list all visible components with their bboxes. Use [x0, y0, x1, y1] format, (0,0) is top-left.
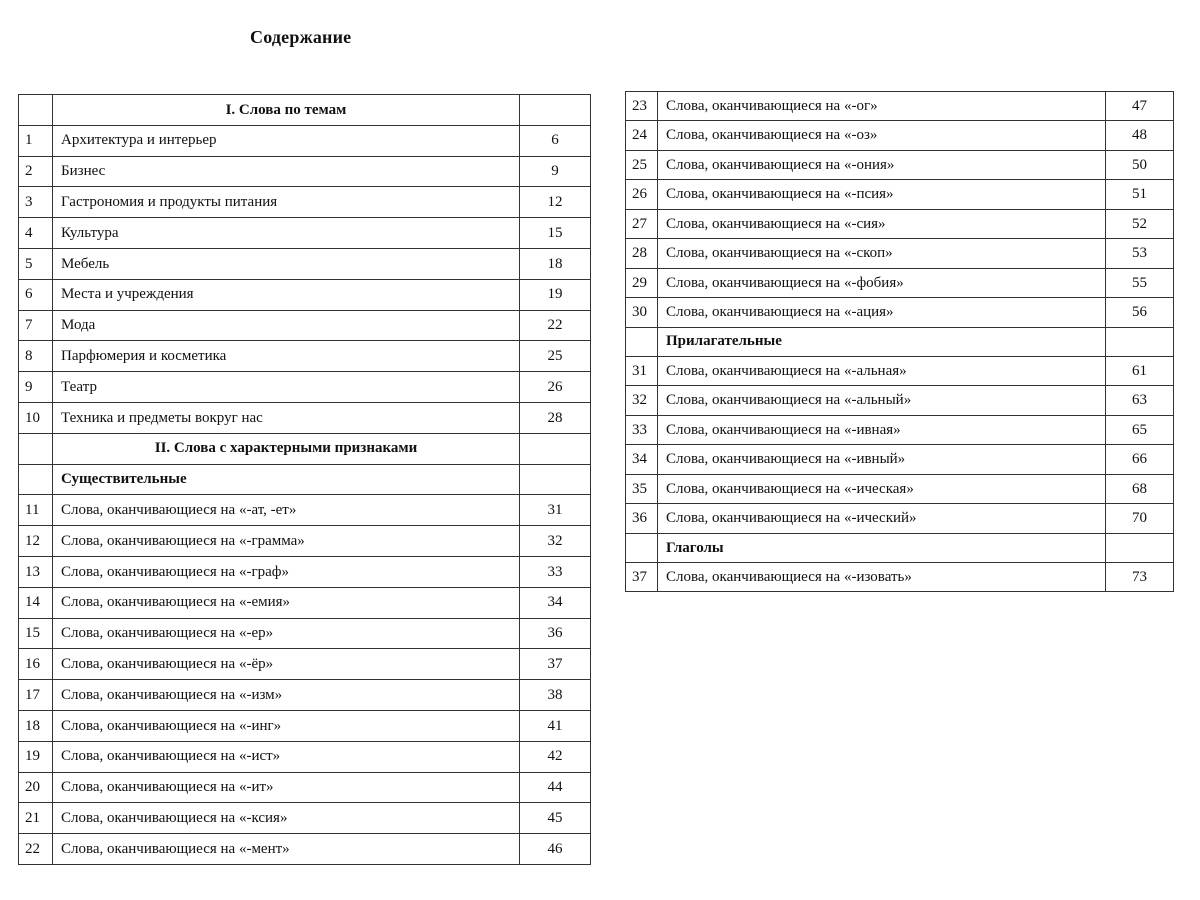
entry-number: 24 — [626, 121, 658, 150]
entry-title: Слова, оканчивающиеся на «-ония» — [658, 150, 1106, 179]
entry-number: 10 — [19, 402, 53, 433]
entry-page: 55 — [1106, 268, 1174, 297]
entry-number: 9 — [19, 372, 53, 403]
entry-title: Слова, оканчивающиеся на «-граф» — [53, 556, 520, 587]
toc-entry — [19, 618, 591, 649]
toc-body-right — [626, 92, 1174, 592]
entry-title: Мода — [53, 310, 520, 341]
toc-entry — [626, 92, 1174, 121]
empty-cell — [19, 433, 53, 464]
entry-title: Слова, оканчивающиеся на «-ический» — [658, 504, 1106, 533]
entry-page: 42 — [520, 741, 591, 772]
subsection-heading: Существительные — [53, 464, 520, 495]
entry-number: 6 — [19, 279, 53, 310]
entry-title: Слова, оканчивающиеся на «-изовать» — [658, 563, 1106, 592]
entry-title: Техника и предметы вокруг нас — [53, 402, 520, 433]
toc-entry — [19, 125, 591, 156]
section-heading: I. Слова по темам — [53, 95, 520, 126]
entry-number: 23 — [626, 92, 658, 121]
entry-number: 1 — [19, 125, 53, 156]
entry-number: 14 — [19, 587, 53, 618]
entry-title: Гастрономия и продукты питания — [53, 187, 520, 218]
entry-number: 2 — [19, 156, 53, 187]
entry-title: Слова, оканчивающиеся на «-псия» — [658, 180, 1106, 209]
entry-title: Слова, оканчивающиеся на «-альная» — [658, 356, 1106, 385]
entry-number: 3 — [19, 187, 53, 218]
section-heading: II. Слова с характерными признаками — [53, 433, 520, 464]
entry-number: 32 — [626, 386, 658, 415]
entry-title: Слова, оканчивающиеся на «-сия» — [658, 209, 1106, 238]
toc-entry — [626, 386, 1174, 415]
entry-number: 33 — [626, 415, 658, 444]
toc-entry — [626, 504, 1174, 533]
entry-page: 37 — [520, 649, 591, 680]
entry-number: 13 — [19, 556, 53, 587]
entry-page: 6 — [520, 125, 591, 156]
empty-cell — [520, 464, 591, 495]
entry-title: Слова, оканчивающиеся на «-ист» — [53, 741, 520, 772]
entry-title: Слова, оканчивающиеся на «-грамма» — [53, 526, 520, 557]
toc-entry — [19, 556, 591, 587]
entry-page: 68 — [1106, 474, 1174, 503]
entry-title: Слова, оканчивающиеся на «-ер» — [53, 618, 520, 649]
toc-entry — [19, 187, 591, 218]
empty-cell — [520, 95, 591, 126]
entry-number: 8 — [19, 341, 53, 372]
toc-entry — [19, 803, 591, 834]
entry-title: Слова, оканчивающиеся на «-ическая» — [658, 474, 1106, 503]
entry-number: 12 — [19, 526, 53, 557]
entry-title: Слова, оканчивающиеся на «-ация» — [658, 298, 1106, 327]
entry-page: 18 — [520, 248, 591, 279]
entry-page: 50 — [1106, 150, 1174, 179]
toc-subsection-row — [19, 464, 591, 495]
toc-entry — [626, 180, 1174, 209]
toc-entry — [19, 772, 591, 803]
empty-cell — [626, 327, 658, 356]
entry-number: 37 — [626, 563, 658, 592]
subsection-heading: Глаголы — [658, 533, 1106, 562]
toc-table-right — [625, 91, 1174, 592]
toc-entry — [626, 415, 1174, 444]
entry-page: 70 — [1106, 504, 1174, 533]
toc-table-left — [18, 94, 591, 865]
toc-entry — [19, 680, 591, 711]
entry-number: 28 — [626, 239, 658, 268]
entry-page: 47 — [1106, 92, 1174, 121]
entry-title: Слова, оканчивающиеся на «-оз» — [658, 121, 1106, 150]
entry-page: 28 — [520, 402, 591, 433]
entry-page: 25 — [520, 341, 591, 372]
toc-entry — [19, 372, 591, 403]
toc-entry — [19, 587, 591, 618]
entry-page: 34 — [520, 587, 591, 618]
entry-page: 63 — [1106, 386, 1174, 415]
entry-page: 61 — [1106, 356, 1174, 385]
toc-entry — [19, 279, 591, 310]
entry-page: 52 — [1106, 209, 1174, 238]
toc-entry — [626, 121, 1174, 150]
entry-number: 5 — [19, 248, 53, 279]
entry-number: 20 — [19, 772, 53, 803]
entry-page: 38 — [520, 680, 591, 711]
entry-title: Слова, оканчивающиеся на «-ивная» — [658, 415, 1106, 444]
toc-entry — [626, 150, 1174, 179]
entry-page: 19 — [520, 279, 591, 310]
entry-number: 18 — [19, 710, 53, 741]
toc-entry — [19, 834, 591, 865]
entry-page: 66 — [1106, 445, 1174, 474]
entry-page: 51 — [1106, 180, 1174, 209]
toc-subsection-row — [626, 533, 1174, 562]
toc-section-row — [19, 433, 591, 464]
entry-number: 25 — [626, 150, 658, 179]
entry-page: 33 — [520, 556, 591, 587]
entry-page: 73 — [1106, 563, 1174, 592]
entry-number: 17 — [19, 680, 53, 711]
entry-number: 31 — [626, 356, 658, 385]
entry-page: 56 — [1106, 298, 1174, 327]
entry-number: 15 — [19, 618, 53, 649]
entry-title: Слова, оканчивающиеся на «-ксия» — [53, 803, 520, 834]
toc-entry — [19, 310, 591, 341]
entry-number: 29 — [626, 268, 658, 297]
entry-title: Слова, оканчивающиеся на «-изм» — [53, 680, 520, 711]
entry-page: 65 — [1106, 415, 1174, 444]
entry-title: Места и учреждения — [53, 279, 520, 310]
empty-cell — [626, 533, 658, 562]
toc-entry — [626, 298, 1174, 327]
entry-page: 12 — [520, 187, 591, 218]
empty-cell — [1106, 327, 1174, 356]
entry-title: Слова, оканчивающиеся на «-фобия» — [658, 268, 1106, 297]
toc-entry — [626, 474, 1174, 503]
toc-entry — [19, 741, 591, 772]
entry-title: Парфюмерия и косметика — [53, 341, 520, 372]
entry-number: 4 — [19, 218, 53, 249]
page-title: Содержание — [250, 27, 352, 47]
entry-title: Слова, оканчивающиеся на «-ит» — [53, 772, 520, 803]
entry-page: 53 — [1106, 239, 1174, 268]
subsection-heading: Прилагательные — [658, 327, 1106, 356]
toc-entry — [19, 248, 591, 279]
toc-entry — [19, 649, 591, 680]
entry-number: 27 — [626, 209, 658, 238]
entry-number: 36 — [626, 504, 658, 533]
empty-cell — [19, 464, 53, 495]
toc-entry — [19, 402, 591, 433]
toc-entry — [626, 445, 1174, 474]
entry-number: 22 — [19, 834, 53, 865]
toc-entry — [19, 341, 591, 372]
entry-title: Слова, оканчивающиеся на «-мент» — [53, 834, 520, 865]
entry-title: Бизнес — [53, 156, 520, 187]
entry-number: 26 — [626, 180, 658, 209]
toc-entry — [626, 209, 1174, 238]
entry-page: 36 — [520, 618, 591, 649]
toc-entry — [19, 495, 591, 526]
entry-page: 45 — [520, 803, 591, 834]
entry-title: Слова, оканчивающиеся на «-ог» — [658, 92, 1106, 121]
toc-entry — [626, 356, 1174, 385]
toc-subsection-row — [626, 327, 1174, 356]
entry-title: Слова, оканчивающиеся на «-инг» — [53, 710, 520, 741]
toc-entry — [626, 268, 1174, 297]
entry-number: 30 — [626, 298, 658, 327]
entry-title: Слова, оканчивающиеся на «-ивный» — [658, 445, 1106, 474]
entry-title: Слова, оканчивающиеся на «-ёр» — [53, 649, 520, 680]
entry-title: Слова, оканчивающиеся на «-емия» — [53, 587, 520, 618]
entry-page: 22 — [520, 310, 591, 341]
entry-page: 9 — [520, 156, 591, 187]
entry-number: 19 — [19, 741, 53, 772]
empty-cell — [520, 433, 591, 464]
empty-cell — [19, 95, 53, 126]
entry-page: 41 — [520, 710, 591, 741]
toc-entry — [19, 710, 591, 741]
entry-title: Театр — [53, 372, 520, 403]
toc-section-row — [19, 95, 591, 126]
entry-number: 7 — [19, 310, 53, 341]
empty-cell — [1106, 533, 1174, 562]
entry-page: 31 — [520, 495, 591, 526]
toc-entry — [626, 563, 1174, 592]
entry-page: 26 — [520, 372, 591, 403]
toc-body-left — [19, 95, 591, 865]
entry-title: Слова, оканчивающиеся на «-альный» — [658, 386, 1106, 415]
entry-title: Слова, оканчивающиеся на «-скоп» — [658, 239, 1106, 268]
entry-page: 48 — [1106, 121, 1174, 150]
entry-number: 35 — [626, 474, 658, 503]
entry-number: 11 — [19, 495, 53, 526]
toc-entry — [19, 156, 591, 187]
entry-title: Архитектура и интерьер — [53, 125, 520, 156]
entry-title: Культура — [53, 218, 520, 249]
entry-page: 46 — [520, 834, 591, 865]
entry-page: 15 — [520, 218, 591, 249]
toc-entry — [19, 218, 591, 249]
entry-number: 34 — [626, 445, 658, 474]
entry-page: 44 — [520, 772, 591, 803]
entry-page: 32 — [520, 526, 591, 557]
entry-title: Слова, оканчивающиеся на «-ат, -ет» — [53, 495, 520, 526]
entry-number: 21 — [19, 803, 53, 834]
toc-entry — [626, 239, 1174, 268]
toc-entry — [19, 526, 591, 557]
entry-title: Мебель — [53, 248, 520, 279]
entry-number: 16 — [19, 649, 53, 680]
